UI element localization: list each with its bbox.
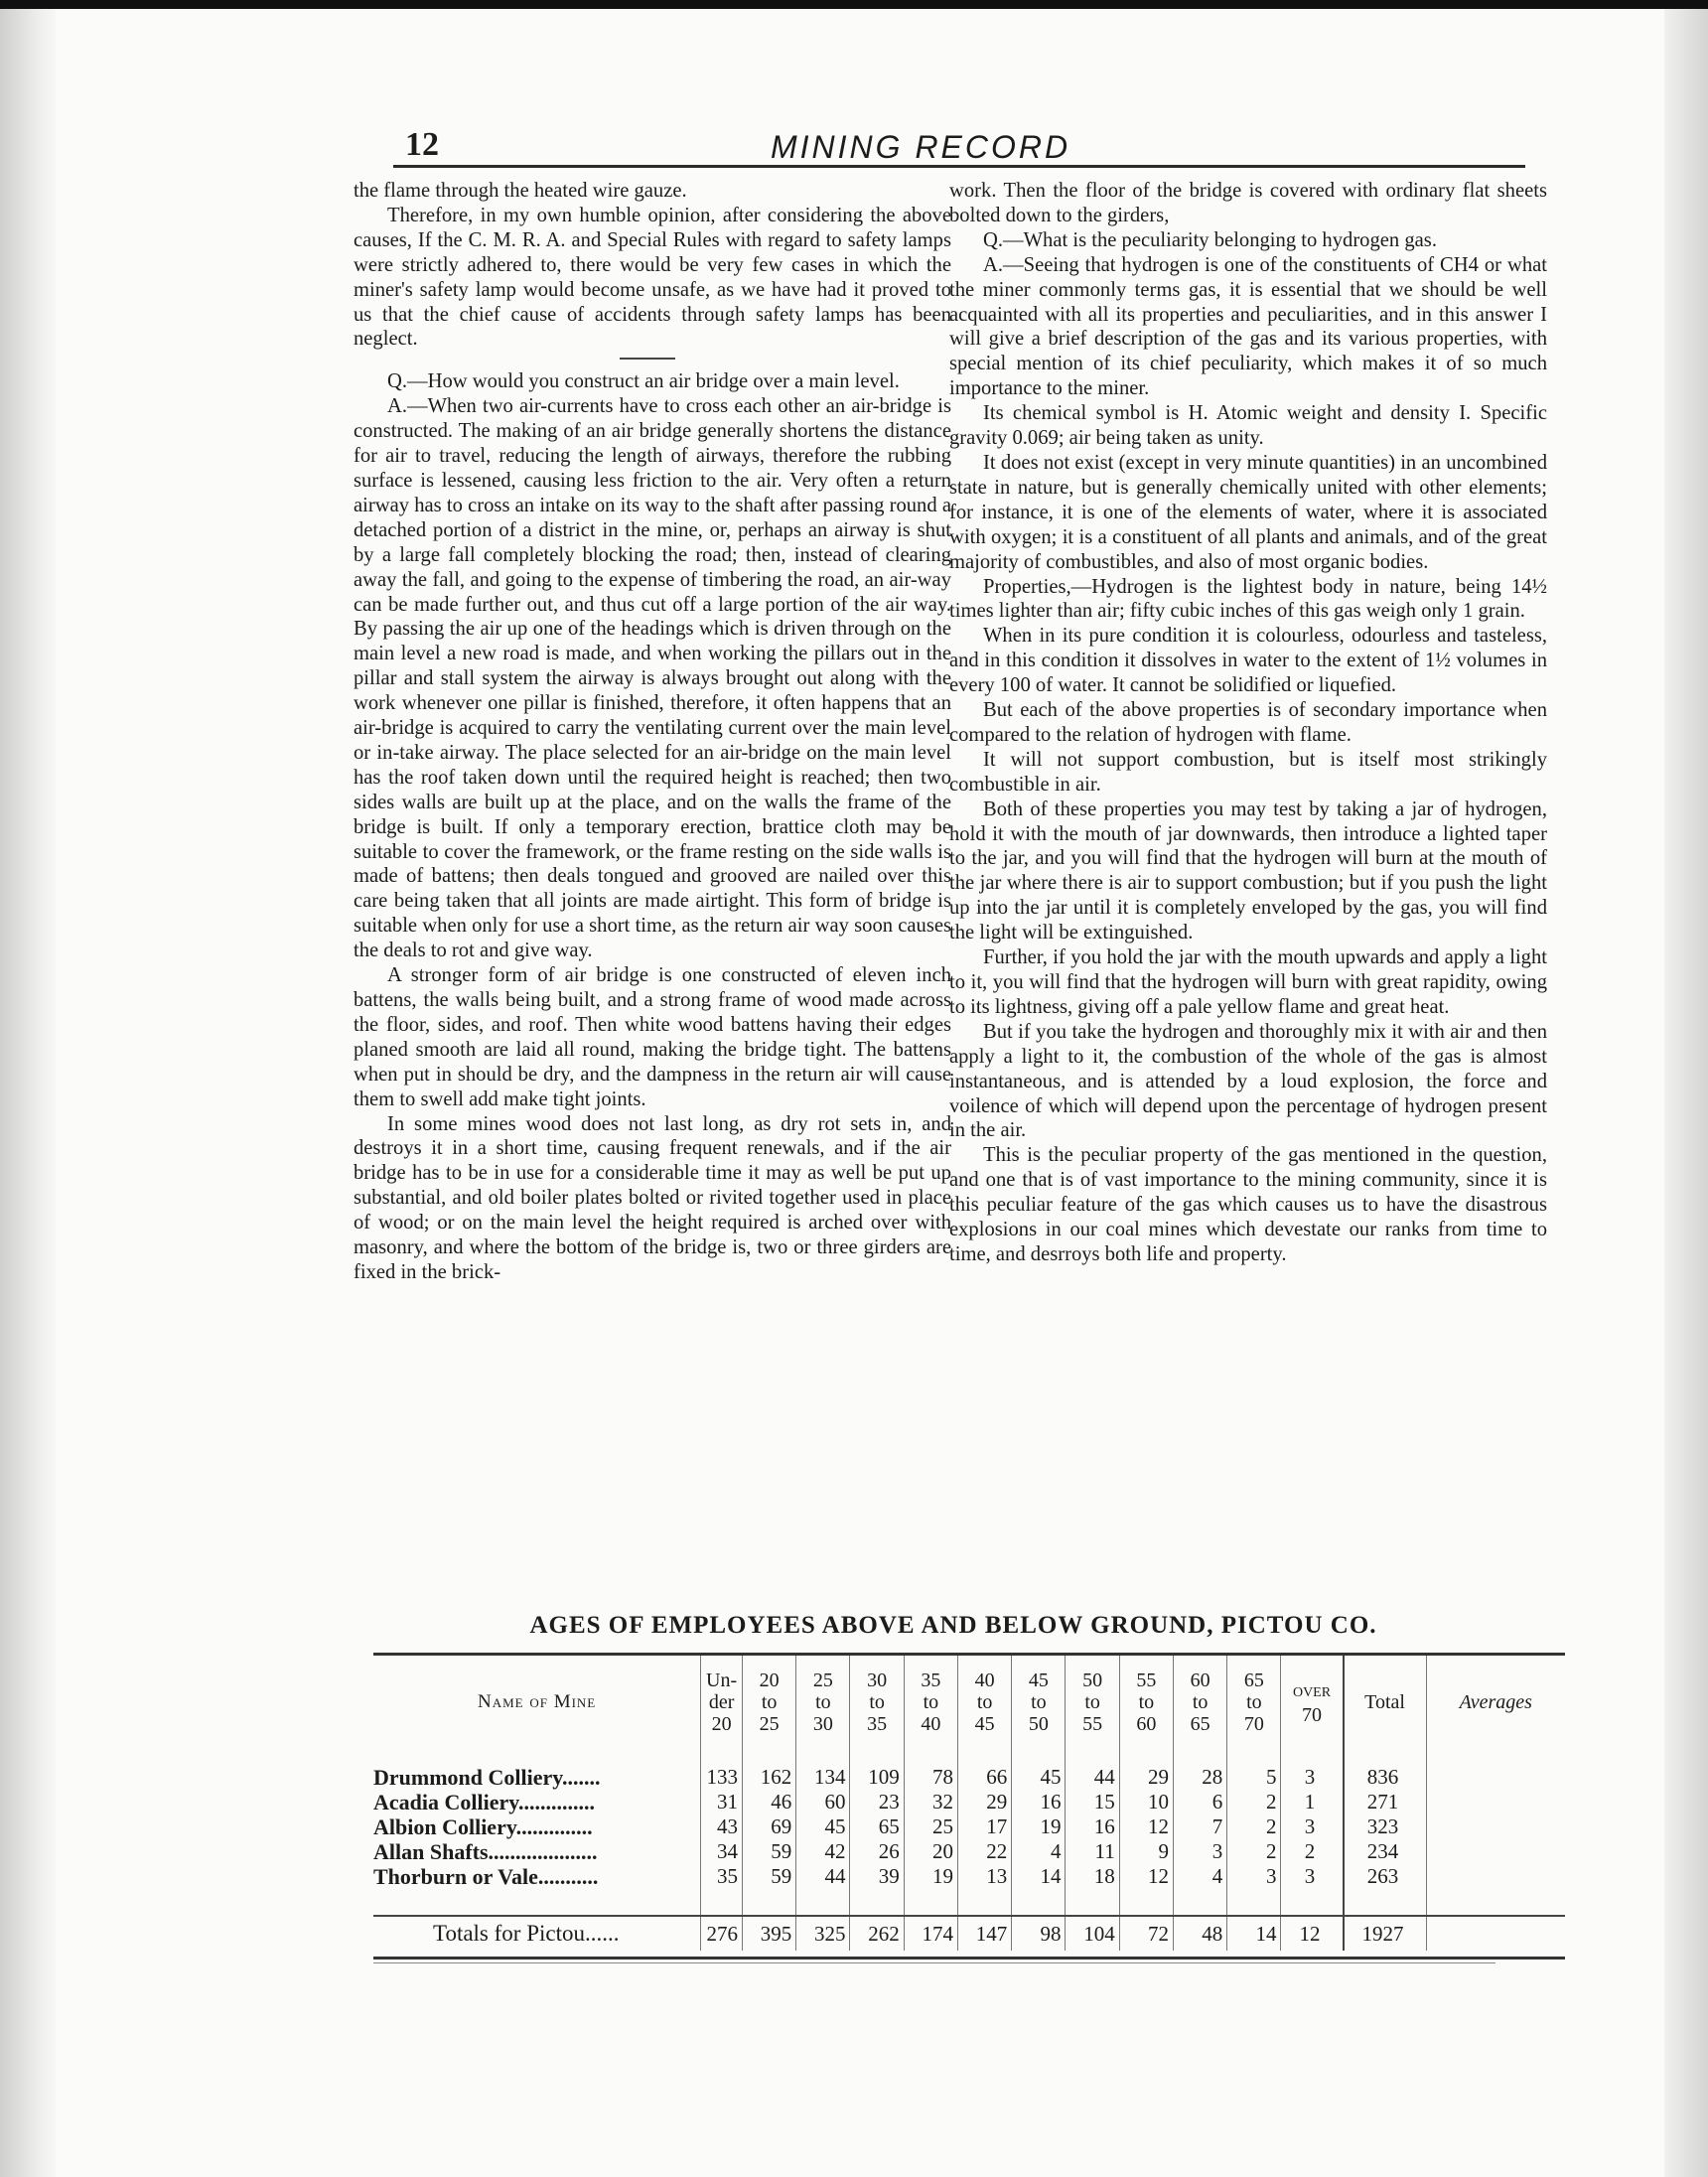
table-cell: 39	[850, 1864, 904, 1889]
table-cell: 59	[742, 1864, 795, 1889]
mine-name: Acadia Colliery..............	[373, 1790, 596, 1814]
table-cell: 34	[701, 1839, 743, 1864]
paragraph: It will not support combustion, but is itself most strikingly combustible in air.	[949, 748, 1547, 796]
table-cell: 3	[1227, 1864, 1281, 1889]
table-cell: 9	[1119, 1839, 1173, 1864]
table-cell: 12	[1119, 1864, 1173, 1889]
question-paragraph: Q.—How would you construct an air bridge over a main level.	[387, 370, 900, 393]
scan-right-margin	[1664, 9, 1708, 2177]
total-header: Total	[1344, 1656, 1426, 1749]
paragraph: work. Then the floor of the bridge is covered with ordinary flat sheets bolted down to the girders,	[949, 180, 1547, 226]
table-cell: 3	[1281, 1814, 1344, 1839]
table-cell: 276	[701, 1916, 743, 1951]
table-cell: 78	[904, 1749, 957, 1790]
table-cell: 72	[1119, 1916, 1173, 1951]
table-cell: 18	[1066, 1864, 1119, 1889]
header-rule	[393, 165, 1525, 168]
table-cell: 109	[850, 1749, 904, 1790]
table-cell: 42	[796, 1839, 850, 1864]
totals-label: Totals for Pictou......	[373, 1916, 701, 1951]
table-cell: 2	[1227, 1839, 1281, 1864]
grand-total: 1927	[1344, 1916, 1426, 1951]
paragraph: But each of the above properties is of secondary importance when compared to the relation of hydrogen with flame.	[949, 699, 1547, 746]
table-cell: 15	[1066, 1790, 1119, 1814]
table-cell: 22	[957, 1839, 1011, 1864]
table-cell: 26	[850, 1839, 904, 1864]
table-cell: 4	[1012, 1839, 1066, 1864]
table-cell: 6	[1173, 1790, 1226, 1814]
age-header: 30 to 35	[850, 1656, 904, 1749]
table-cell: 12	[1281, 1916, 1344, 1951]
table-cell: 29	[957, 1790, 1011, 1814]
table-cell: 98	[1012, 1916, 1066, 1951]
mine-name: Thorburn or Vale...........	[373, 1864, 599, 1889]
table-cell: 162	[742, 1749, 795, 1790]
age-header: 60 to 65	[1173, 1656, 1226, 1749]
row-total: 271	[1344, 1790, 1426, 1814]
table-cell: 147	[957, 1916, 1011, 1951]
age-header: 25 to 30	[796, 1656, 850, 1749]
age-header: Un- der 20	[701, 1656, 743, 1749]
table-row	[373, 1790, 1565, 1814]
table-cell: 35	[701, 1864, 743, 1889]
table-cell: 20	[904, 1839, 957, 1864]
totals-row	[373, 1916, 1565, 1951]
paragraph: A stronger form of air bridge is one constructed of eleven inch battens, the walls being built, and a strong frame of wood made across the floor, sides, and roof. Then white wood battens having their edges planed smooth are laid all round, making the bridge tight. The battens when put in should be dry, and the dampness in the return air will cause them to swell add make tight joints.	[354, 964, 951, 1110]
table-cell: 10	[1119, 1790, 1173, 1814]
table-cell: 7	[1173, 1814, 1226, 1839]
table-cell: 28	[1173, 1749, 1226, 1790]
row-average	[1426, 1790, 1565, 1814]
left-text-column	[354, 179, 951, 1285]
table-cell: 46	[742, 1790, 795, 1814]
table-cell: 14	[1012, 1864, 1066, 1889]
table-cell: 45	[796, 1814, 850, 1839]
table-cell: 69	[742, 1814, 795, 1839]
scan-left-margin	[0, 9, 56, 2177]
table-cell: 11	[1066, 1839, 1119, 1864]
question-paragraph: Q.—What is the peculiarity belonging to hydrogen gas.	[983, 228, 1437, 251]
table-cell: 17	[957, 1814, 1011, 1839]
table-cell: 44	[796, 1864, 850, 1889]
table-cell: 16	[1066, 1814, 1119, 1839]
age-header: OVER 70	[1281, 1656, 1344, 1749]
table-cell: 134	[796, 1749, 850, 1790]
table-cell: 25	[904, 1814, 957, 1839]
table-cell: 65	[850, 1814, 904, 1839]
ages-table	[373, 1656, 1565, 1951]
table-cell: 395	[742, 1916, 795, 1951]
row-total: 323	[1344, 1814, 1426, 1839]
table-cell: 32	[904, 1790, 957, 1814]
table-cell: 5	[1227, 1749, 1281, 1790]
row-average	[1426, 1864, 1565, 1889]
table-cell: 60	[796, 1790, 850, 1814]
table-cell: 13	[957, 1864, 1011, 1889]
paragraph: This is the peculiar property of the gas mentioned in the question, and one that is of vast importance to the mining community, since it is this peculiar feature of the gas which causes us to have the disastrous explosions in our coal mines which devestate our ranks from time to time, and desrroys both life and property.	[949, 1144, 1547, 1265]
table-cell: 16	[1012, 1790, 1066, 1814]
paragraph: Properties,—Hydrogen is the lightest body in nature, being 14½ times lighter than air; fifty cubic inches of this gas weigh only 1 grain.	[949, 575, 1547, 623]
table-row	[373, 1814, 1565, 1839]
row-total: 836	[1344, 1749, 1426, 1790]
table-cell: 2	[1227, 1814, 1281, 1839]
table-row	[373, 1839, 1565, 1864]
section-divider	[620, 358, 675, 360]
table-cell: 43	[701, 1814, 743, 1839]
table-cell: 44	[1066, 1749, 1119, 1790]
table-cell: 104	[1066, 1916, 1119, 1951]
paragraph: Its chemical symbol is H. Atomic weight and density I. Specific gravity 0.069; air being taken as unity.	[949, 402, 1547, 450]
age-header: 40 to 45	[957, 1656, 1011, 1749]
table-cell: 19	[904, 1864, 957, 1889]
row-average	[1426, 1839, 1565, 1864]
table-bottom-rule	[373, 1957, 1565, 1959]
row-average	[1426, 1916, 1565, 1951]
right-text-column	[949, 179, 1547, 1267]
row-average	[1426, 1814, 1565, 1839]
table-title: AGES OF EMPLOYEES ABOVE AND BELOW GROUND, PICTOU CO.	[529, 1612, 1377, 1639]
averages-header: Averages	[1426, 1656, 1565, 1749]
paragraph: the flame through the heated wire gauze.	[354, 180, 687, 202]
row-average	[1426, 1749, 1565, 1790]
table-cell: 59	[742, 1839, 795, 1864]
table-bottom-rule-thin	[373, 1962, 1495, 1963]
paragraph: Therefore, in my own humble opinion, after considering the above causes, If the C. M. R. A. and Special Rules with regard to safety lamps were strictly adhered to, there would be very few cases in which the miner's safety lamp would become unsafe, as we have had it proved to us that the chief cause of accidents through safety lamps has been neglect.	[354, 204, 951, 351]
paragraph: When in its pure condition it is colourless, odourless and tasteless, and in this condition it dissolves in water to the extent of 1½ volumes in every 100 of water. It cannot be solidified or liquefied.	[949, 625, 1547, 697]
table-cell: 174	[904, 1916, 957, 1951]
table-cell: 19	[1012, 1814, 1066, 1839]
row-total: 263	[1344, 1864, 1426, 1889]
table-cell: 133	[701, 1749, 743, 1790]
age-header: 55 to 60	[1119, 1656, 1173, 1749]
paragraph: In some mines wood does not last long, as dry rot sets in, and destroys it in a short time, causing frequent renewals, and if the air bridge has to be in use for a considerable time it may as well be put up substantial, and old boiler plates bolted or rivited together used in place of wood; or on the main level the height required is arched over with masonry, and where the bottom of the bridge is, two or three girders are fixed in the brick-	[354, 1112, 951, 1283]
paragraph: But if you take the hydrogen and thoroughly mix it with air and then apply a light to it, the combustion of the whole of the gas is almost instantaneous, and is attended by a loud explosion, the force and voilence of which will depend upon the percentage of hydrogen present in the air.	[949, 1020, 1547, 1142]
table-cell: 325	[796, 1916, 850, 1951]
paragraph: Further, if you hold the jar with the mouth upwards and apply a light to it, you will find that the hydrogen will burn with great rapidity, owing to its lightness, giving off a pale yellow flame and great heat.	[949, 946, 1547, 1018]
journal-title: MINING RECORD	[771, 129, 1071, 165]
answer-paragraph: A.—Seeing that hydrogen is one of the constituents of CH4 or what the miner commonly terms gas, it is essential that we should be well acquainted with all its properties and peculiarities, and in this answer I will give a brief description of the gas and its various properties, with special mention of its chief peculiarity, which makes it of so much importance to the miner.	[949, 253, 1547, 400]
row-total: 234	[1344, 1839, 1426, 1864]
page-number: 12	[405, 126, 439, 163]
table-row	[373, 1749, 1565, 1790]
table-cell: 3	[1281, 1749, 1344, 1790]
mine-name: Drummond Colliery.......	[373, 1765, 601, 1790]
table-cell: 4	[1173, 1864, 1226, 1889]
table-cell: 3	[1281, 1864, 1344, 1889]
scan-top-border	[0, 0, 1708, 9]
age-header: 20 to 25	[742, 1656, 795, 1749]
age-header: 65 to 70	[1227, 1656, 1281, 1749]
table-cell: 2	[1227, 1790, 1281, 1814]
table-cell: 12	[1119, 1814, 1173, 1839]
mine-name: Albion Colliery..............	[373, 1814, 593, 1839]
paragraph: Both of these properties you may test by taking a jar of hydrogen, hold it with the mouth of jar downwards, then introduce a lighted taper to the jar, and you will find that the hydrogen will burn at the mouth of the jar where there is air to support combustion; but if you push the light up into the jar until it is completely enveloped by the gas, you will find the light will be extinguished.	[949, 798, 1547, 944]
table-row	[373, 1864, 1565, 1889]
name-of-mine-header: Name of Mine	[477, 1691, 597, 1712]
table-cell: 1	[1281, 1790, 1344, 1814]
table-header-row	[373, 1656, 1565, 1749]
table-cell: 2	[1281, 1839, 1344, 1864]
answer-paragraph: A.—When two air-currents have to cross each other an air-bridge is constructed. The making of an air bridge generally shortens the distance for air to travel, reducing the length of airways, therefore the rubbing surface is lessened, causing less friction to the air. Very often a return airway has to cross an intake on its way to the shaft after passing round a detached portion of a district in the mine, or, perhaps an airway is shut by a large fall completely blocking the road; then, instead of clearing away the fall, and going to the expense of timbering the road, an air-way can be made further out, and thus cut off a large portion of the air way. By passing the air up one of the headings which is driven through on the main level a new road is made, and when working the pillars out in the pillar and stall system the airway is always brought out along with the work whenever one pillar is finished, therefore, it often happens that an air-bridge is acquired to carry the ventilating current over the main level or in-take airway. The place selected for an air-bridge on the main level has the roof taken down until the required height is reached; then two sides walls are built up at the place, and on the walls the frame of the bridge is built. If only a temporary erection, brattice cloth may be suitable to cover the framework, or the frame resting on the side walls is made of battens; then deals tongued and grooved are nailed over this care being taken that all joints are made airtight. This form of bridge is suitable when only for use a short time, as the return air way soon causes the deals to rot and give way.	[354, 395, 951, 962]
table-cell: 29	[1119, 1749, 1173, 1790]
table-spacer-row	[373, 1889, 1565, 1916]
age-header: 50 to 55	[1066, 1656, 1119, 1749]
table-cell: 31	[701, 1790, 743, 1814]
table-cell: 66	[957, 1749, 1011, 1790]
table-cell: 262	[850, 1916, 904, 1951]
table-cell: 3	[1173, 1839, 1226, 1864]
table-cell: 45	[1012, 1749, 1066, 1790]
table-cell: 14	[1227, 1916, 1281, 1951]
age-header: 45 to 50	[1012, 1656, 1066, 1749]
mine-name: Allan Shafts....................	[373, 1839, 598, 1864]
table-cell: 48	[1173, 1916, 1226, 1951]
table-cell: 23	[850, 1790, 904, 1814]
paragraph: It does not exist (except in very minute quantities) in an uncombined state in nature, but is generally chemically united with other elements; for instance, it is one of the elements of water, where it is associated with oxygen; it is a constituent of all plants and animals, and of the great majority of combustibles, and also of most organic bodies.	[949, 451, 1547, 573]
running-header	[393, 125, 1525, 171]
ages-table-container	[373, 1653, 1565, 1963]
age-header: 35 to 40	[904, 1656, 957, 1749]
